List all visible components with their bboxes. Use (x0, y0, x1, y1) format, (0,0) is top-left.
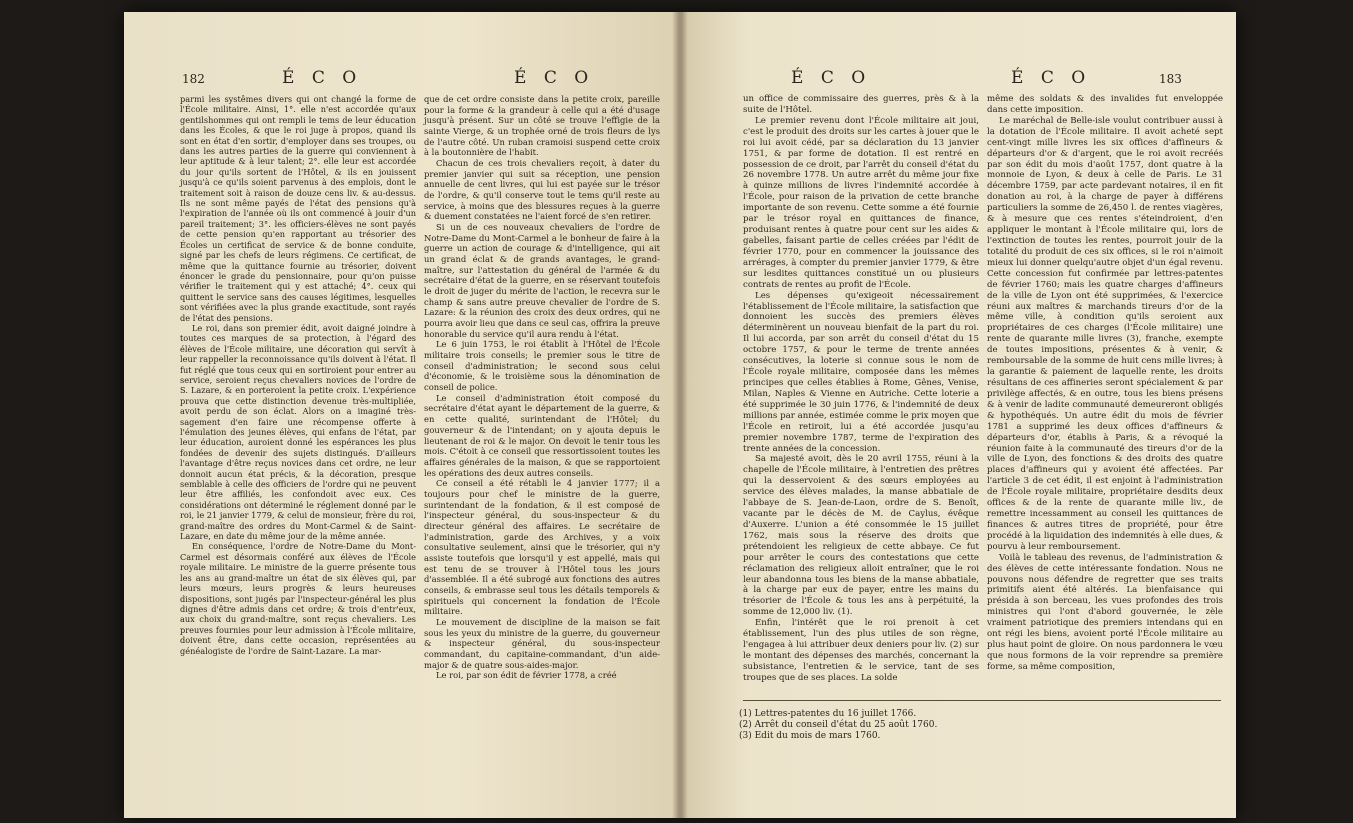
paragraph: Le conseil d'administration étoit composé du secrétaire d'état ayant le département de la guerre, & en cette qualité, surintendant de l'Hôtel; du gouverneur & de l'intendant; on y ajouta depuis le lieutenant de roi & le major. On devoit le tenir tous les mois. C'étoit à ce conseil que ressortissoient toutes les affaires générales de la maison, & que se rapportoient les opérations des deux autres conseils. (424, 392, 660, 478)
paragraph: Le premier revenu dont l'École militaire ait joui, c'est le produit des droits sur les cartes à jouer que le roi lui avoit cédé, par sa déclaration du 13 janvier 1751, & par forme de dotation. Il est rentré en possession de ce droit, par l'arrêt du conseil d'état du 26 novembre 1778. Un autre arrêt du même jour fixe à quinze millions de livres l'indemnité accordée à l'École, pour raison de la privation de cette branche importante de son revenu. Cette somme a été fournie par le trésor royal en quittances de finance, produisant rentes à quatre pour cent sur les aides & gabelles, faisant partie de celles créées par l'édit de février 1770, pour en commencer la jouissance des arrérages, à compter du premier janvier 1779, & être sur lesdites quittances constitué un ou plusieurs contrats de rentes au profit de l'École. (743, 115, 979, 290)
paragraph: Le 6 juin 1753, le roi établit à l'Hôtel de l'École militaire trois conseils; le premier sous le titre de conseil d'administration; le second sous celui d'économie, & le troisième sous la dénomination de conseil de police. (424, 339, 660, 393)
right-page (681, 12, 1236, 818)
running-head: É C O (282, 68, 363, 88)
text-column-1 (180, 94, 416, 656)
paragraph: que de cet ordre consiste dans la petite croix, pareille pour la forme & la grandeur à celle qui a été d'usage jusqu'à présent. Sur un côté se trouve l'effigie de la sainte Vierge, & un trophée orné de trois fleurs de lys de l'autre côté. Un ruban cramoisi suspend cette croix à la boutonnière de l'habit. (424, 94, 660, 158)
running-head: É C O (791, 68, 872, 88)
paragraph: Le maréchal de Belle-isle voulut contribuer aussi à la dotation de l'École militaire. Il avoit acheté sept cent-vingt mille livres les six offices d'affineurs & départeurs d'or & d'argent, que le roi avoit recréés par son édit du mois d'août 1757, dont quatre à la monnoie de Lyon, & deux à celle de Paris. Le 31 décembre 1759, par acte pardevant notaires, il en fit donation au roi, à la charge de payer à différens particuliers la somme de 26,450 l. de rentes viagères, & à mesure que ces rentes s'éteindroient, d'en appliquer le montant à l'École militaire qui, lors de l'extinction de toutes les rentes, pourroit jouir de la totalité du produit de ces six offices, si le roi n'aimoit mieux lui donner quelqu'autre objet d'un égal revenu. Cette concession fut confirmée par lettres-patentes de février 1760; mais les quatre charges d'affineurs de la ville de Lyon ont été supprimées, & l'exercice réuni aux maîtres & marchands tireurs d'or de la même ville, à condition qu'ils seroient aux propriétaires de ces charges (l'École militaire) une rente de quarante mille livres (3), franche, exempte de toutes impositions, présentes & à venir, & remboursable de la somme de huit cens mille livres; à la garantie & paiement de laquelle rente, les droits résultans de ces affineries seront spécialement & par privilège affectés, & en outre, tous les biens présens & à venir de ladite communauté demeureront obligés & hypothéqués. Un autre édit du mois de février 1781 a supprimé les deux offices d'affineurs & départeurs d'or, établis à Paris, & a révoqué la réunion faite à la communauté des tireurs d'or de la ville de Lyon, des fonctions & des droits des quatre places d'affineurs qui y avoient été affectées. Par l'article 3 de cet édit, il est enjoint à l'administration de l'École royale militaire, propriétaire desdits deux offices & de la rente de quarante mille liv., de remettre incessamment au conseil les quittances de finances & autres titres de propriété, pour être procédé à la liquidation des indemnités à elle dues, & pourvu à leur remboursement. (987, 115, 1223, 552)
page-number: 183 (1159, 72, 1182, 86)
paragraph: parmi les systêmes divers qui ont changé la forme de l'École militaire. Ainsi, 1°. elle n'est accordée qu'aux gentilshommes qui ont rempli le tems de leur éducation dans les Écoles, & que le roi juge à propos, quand ils sont en état d'en sortir, d'employer dans ses troupes, ou dans les autres parties de la guerre qui conviennent à leur aptitude & à leur talent; 2°. elle leur est accordée du jour qu'ils sortent de l'Hôtel, & ils en jouissent jusqu'à ce qu'ils soient parvenus à des emplois, dont le traitement soit à raison de douze cens liv. & au-dessus. Ils ne sont même payés de l'état des pensions qu'à l'expiration de l'année où ils ont commencé à jouir d'un pareil traitement; 3°. les officiers-élèves ne sont payés de cette pension qu'en rapportant au trésorier des Écoles un certificat de service & de bonne conduite, signé par les chefs de leurs régimens. Ce certificat, de même que la quittance fournie au trésorier, doivent énoncer le grade du pensionnaire, pour qu'on puisse vérifier le traitement qui y est attaché; 4°. ceux qui quittent le service sans des causes légitimes, lesquelles sont vérifiées avec la plus grande exactitude, sont rayés de l'état des pensions. (180, 94, 416, 323)
paragraph: Enfin, l'intérêt que le roi prenoit à cet établissement, l'un des plus utiles de son règne, l'engagea à lui attribuer deux deniers pour liv. (2) sur le montant des dépenses des marchés, concernant la subsistance, l'entretien & le service, tant de ses troupes que de ses places. La solde (743, 618, 979, 683)
paragraph: Si un de ces nouveaux chevaliers de l'ordre de Notre-Dame du Mont-Carmel a le bonheur de faire à la guerre un action de courage & d'intelligence, qui ait un grand éclat & de grands avantages, le grand-maître, sur l'attestation du général de l'armée & du secrétaire d'état de la guerre, en se réservant toutefois le droit de juger du mérite de l'action, le recevra sur le champ & sans autre preuve chevalier de l'ordre de S. Lazare: & la réunion des croix des deux ordres, qui ne pourra avoir lieu que dans ce seul cas, offrira la preuve honorable du service qu'il aura rendu à l'état. (424, 222, 660, 339)
footnote: (1) Lettres-patentes du 16 juillet 1766. (739, 709, 917, 719)
paragraph: Chacun de ces trois chevaliers reçoit, à dater du premier janvier qui suit sa réception, une pension annuelle de cent livres, qui lui est payée sur le trésor de l'ordre, & qu'il conserve tout le tems qu'il reste au service, à moins que des blessures reçues à la guerre & duement constatées ne l'aient forcé de s'en retirer. (424, 158, 660, 222)
paragraph: un office de commissaire des guerres, près & à la suite de l'Hôtel. (743, 94, 979, 115)
text-column-2 (987, 94, 1223, 673)
paragraph: Le roi, dans son premier édit, avoit daigné joindre à toutes ces marques de sa protection, à l'égard des élèves de l'École militaire, une décoration qui servît à leur rappeller la reconnoissance qu'ils doivent à l'état. Il fut réglé que tous ceux qui en sortiroient pour entrer au service, seroient reçus chevaliers novices de l'ordre de S. Lazare, & en porteroient la petite croix. L'expérience prouva que cette distinction devenue très-multipliée, avoit perdu de son éclat. Alors on a imaginé très-sagement d'en faire une récompense offerte à l'émulation des jeunes élèves, qui enfans de l'état, par leur éducation, auroient donné les espérances les plus fondées de devenir des sujets distingués. D'ailleurs l'avantage d'être reçus novices dans cet ordre, ne leur donnoit aucun état précis, & la décoration, presque semblable à celle des officiers de l'ordre qui ne peuvent leur être affiliés, les confondoit avec eux. Ces considérations ont déterminé le réglement donné par le roi, le 21 janvier 1779, & celui de monsieur, frère du roi, grand-maître des ordres du Mont-Carmel & de Saint-Lazare, en date du même jour de la même année. (180, 322, 416, 542)
paragraph: Les dépenses qu'exigeoit nécessairement l'établissement de l'École militaire, la satisfaction que donnoient les succès des premiers élèves déterminèrent un nouveau bienfait de la part du roi. Il lui accorda, par son arrêt du conseil d'état du 15 octobre 1757, & pour le terme de trente années consécutives, la loterie si connue sous le nom de l'École royale militaire, composée dans les mêmes principes que celles établies à Rome, Gênes, Venise, Milan, Naples & Vienne en Autriche. Cette loterie a été supprimée le 30 juin 1776, & l'indemnité de deux millions par année, estimée comme le prix moyen que l'École en retiroit, lui a été accordée jusqu'au premier novembre 1787, terme de l'expiration des trente années de la concession. (743, 290, 979, 454)
left-page-header (124, 68, 679, 96)
paragraph: Le roi, par son édit de février 1778, a créé (436, 670, 617, 681)
running-head: É C O (1011, 68, 1092, 88)
footnote-rule (743, 700, 1221, 701)
text-column-1 (743, 94, 979, 684)
paragraph: Ce conseil a été rétabli le 4 janvier 1777; il a toujours pour chef le ministre de la guerre, surintendant de la fondation, & il est composé de l'inspecteur général, du sous-inspecteur & du directeur général des affaires. Le secrétaire de l'administration, garde des Archives, y a voix consultative seulement, ainsi que le trésorier, qui n'y assiste toutefois que lorsqu'il y est appellé, mais qui est tenu de se trouver à l'Hôtel tous les jours d'assemblée. Il a été subrogé aux fonctions des autres conseils, & embrasse seul tous les détails temporels & spirituels qui concernent la fondation de l'École militaire. (424, 478, 660, 617)
right-page-header (681, 68, 1236, 96)
footnote: (2) Arrêt du conseil d'état du 25 août 1760. (739, 720, 938, 730)
book-gutter (672, 12, 688, 818)
paragraph: Le mouvement de discipline de la maison se fait sous les yeux du ministre de la guerre, du gouverneur & inspecteur général, du sous-inspecteur commandant, du capitaine-commandant, d'un aide-major & de quatre sous-aides-major. (424, 616, 660, 670)
page-number: 182 (182, 72, 205, 86)
footnote: (3) Edit du mois de mars 1760. (739, 731, 881, 741)
open-book (124, 12, 1236, 818)
text-column-2 (424, 94, 660, 681)
left-page (124, 12, 679, 818)
paragraph: même des soldats & des invalides fut enveloppée dans cette imposition. (987, 94, 1223, 115)
paragraph: En conséquence, l'ordre de Notre-Dame du Mont-Carmel est désormais conféré aux élèves de l'École royale militaire. Le ministre de la guerre présente tous les ans au grand-maître un état de six élèves qui, par leurs mœurs, leurs progrès & leurs heureuses dispositions, sont jugés par l'inspecteur-général les plus dignes d'être admis dans cet ordre; & trois d'entr'eux, aux choix du grand-maître, sont reçus chevaliers. Les preuves fournies pour leur admission à l'École militaire, doivent être, dans cette occasion, représentées au généalogiste de l'ordre de Saint-Lazare. La mar- (180, 541, 416, 656)
paragraph: Sa majesté avoit, dès le 20 avril 1755, réuni à la chapelle de l'École militaire, à l'entretien des prêtres qui la desservoient & des sœurs employées au service des élèves malades, la manse abbatiale de l'abbaye de S. Jean-de-Laon, ordre de S. Benoît, vacante par le décès de M. de Caylus, évêque d'Auxerre. L'union a été consommée le 15 juillet 1762, mais sous la réserve des droits que prétendoient les religieux de cette abbaye. Ce fut pour arrêter le cours des contestations que cette réclamation des religieux alloit entraîner, que le roi leur abandonna tous les biens de la manse abbatiale, à la charge par eux de payer, entre les mains du trésorier de l'École & tous les ans à perpétuité, la somme de 12,000 liv. (1). (743, 454, 979, 618)
paragraph: Voilà le tableau des revenus, de l'administration & des élèves de cette intéressante fondation. Nous ne pouvons nous défendre de regretter que ses traits primitifs aient été altérés. La bienfaisance qui présida à son berceau, les vues profondes des trois ministres qui l'ont d'abord gouvernée, le zèle vraiment patriotique des premiers intendans qui en ont régi les biens, avoient porté l'École militaire au plus haut point de gloire. On nous pardonnera le vœu que nous formons de la voir reprendre sa première forme, sa même composition, (987, 552, 1223, 672)
running-head: É C O (514, 68, 595, 88)
footnotes (739, 709, 1139, 742)
